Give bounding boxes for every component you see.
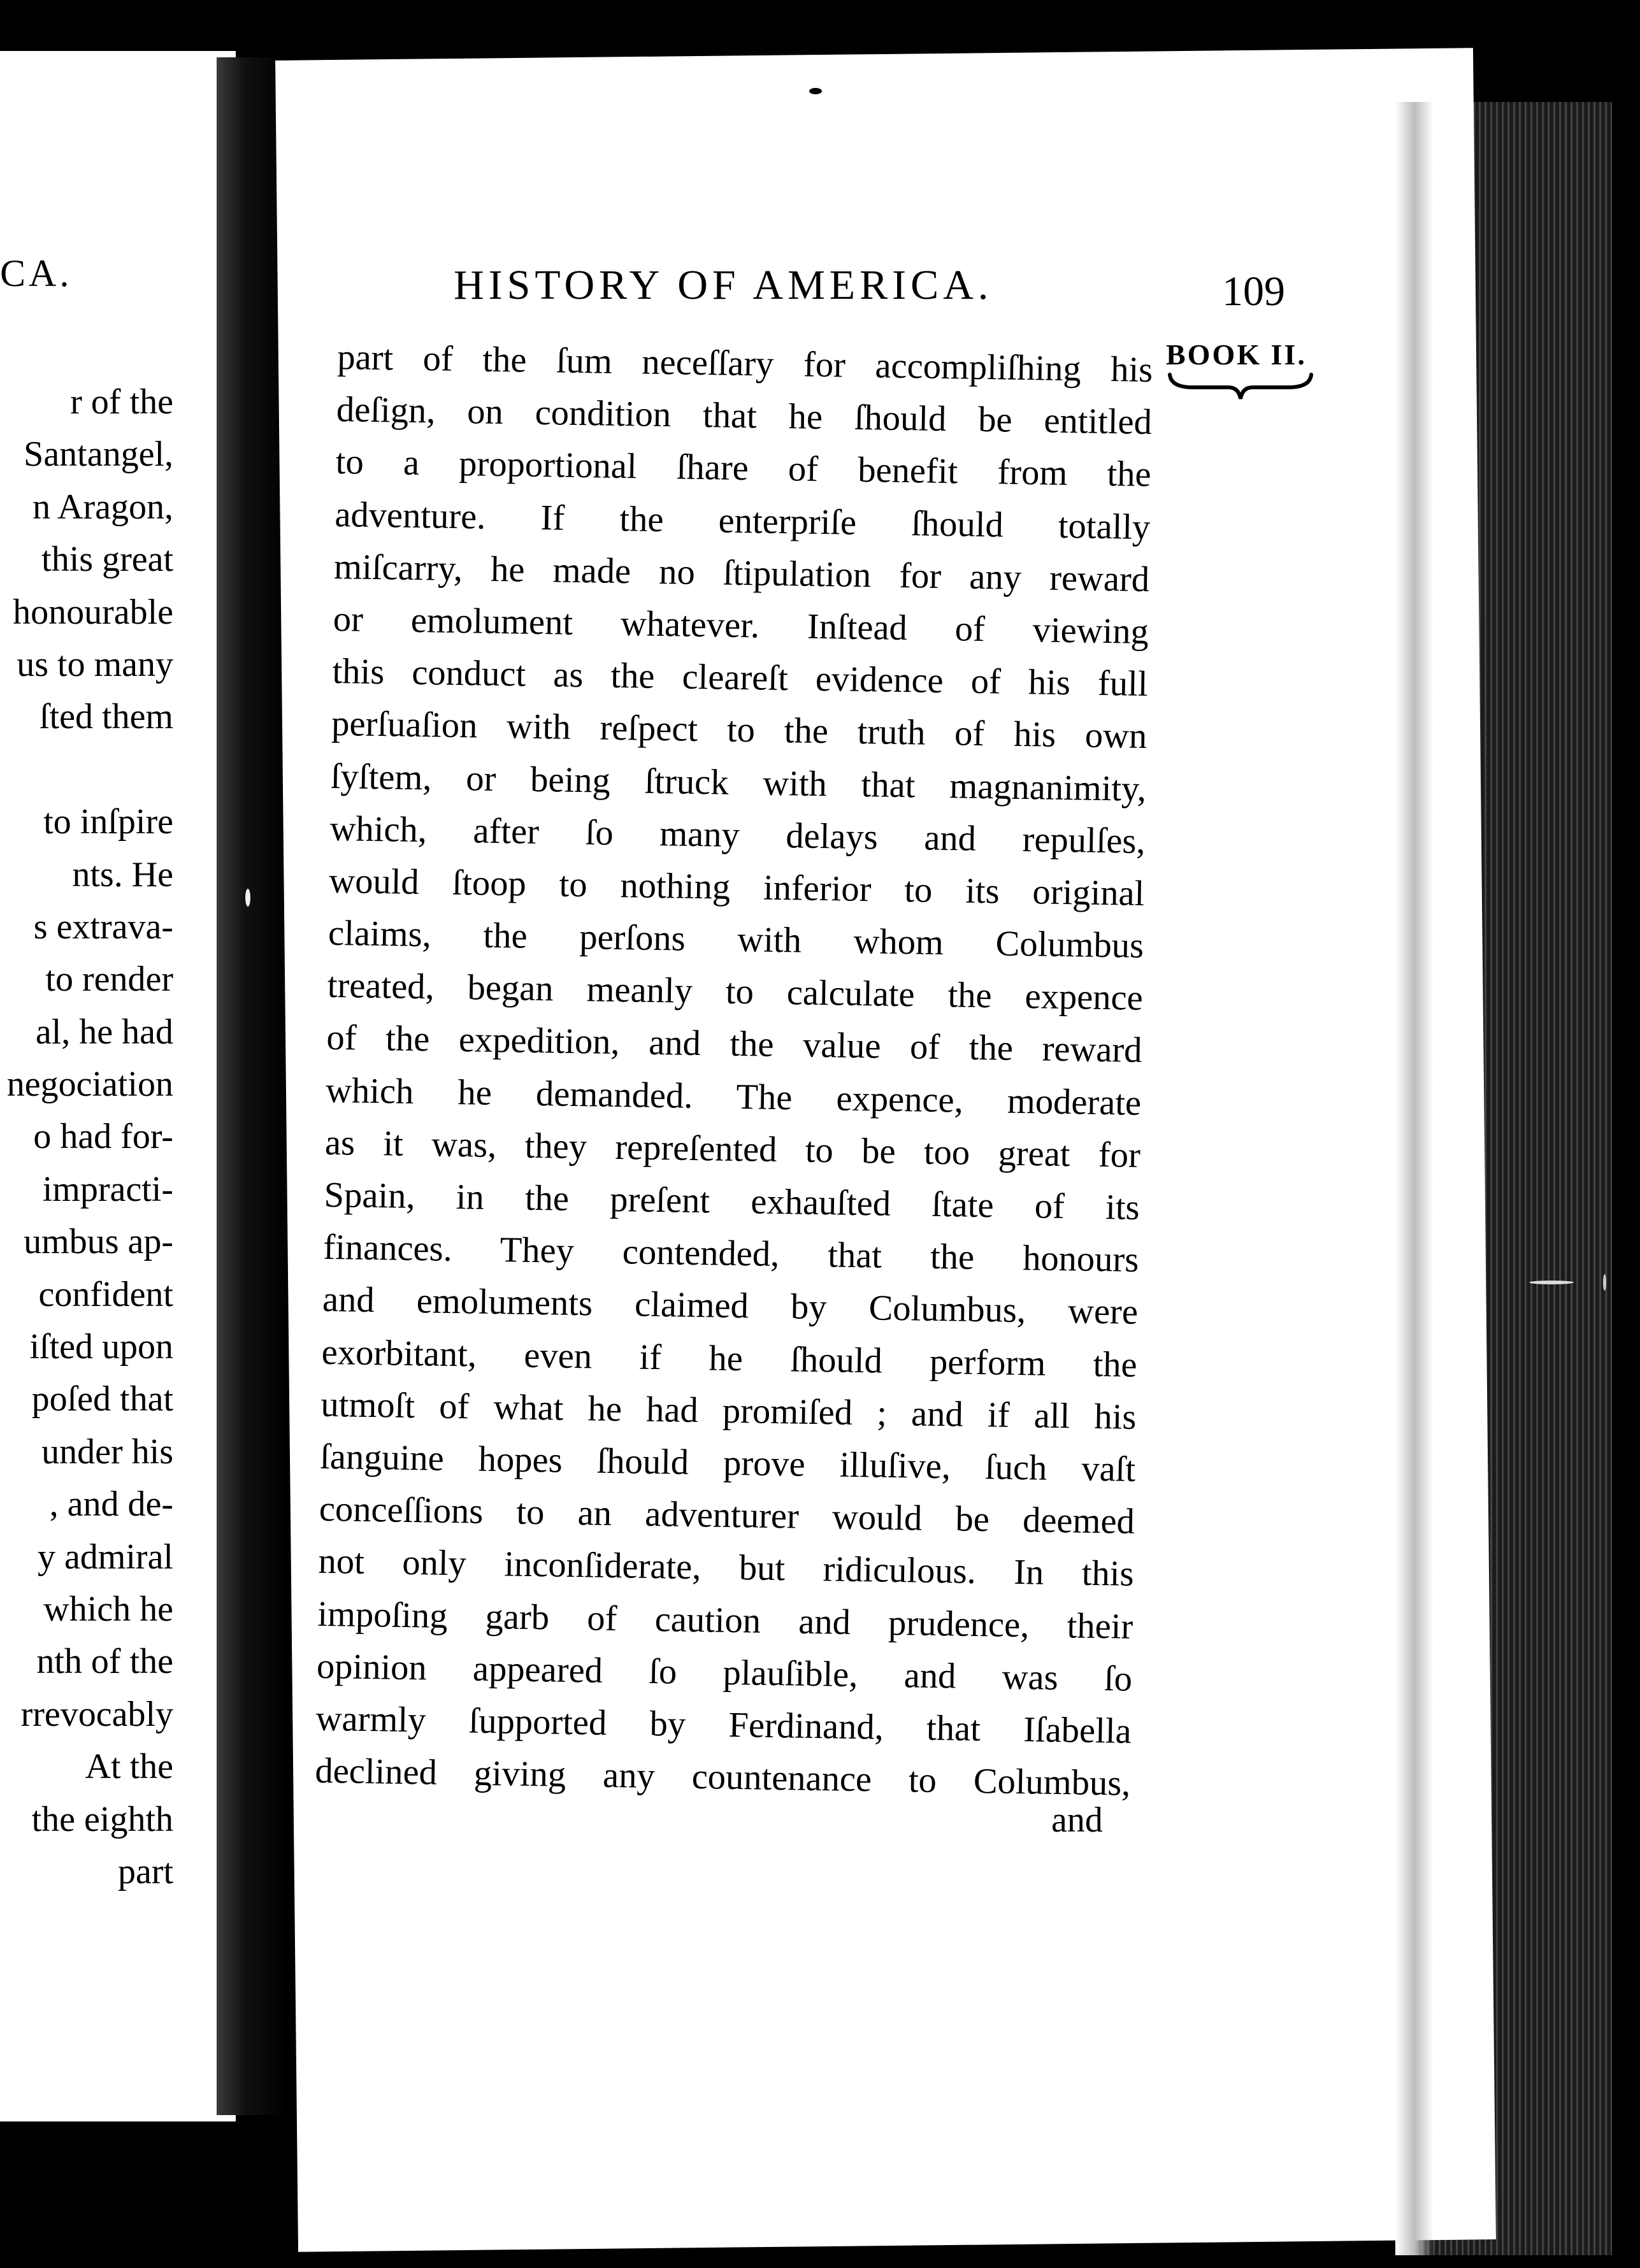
left-text-line: , and de-: [49, 1484, 173, 1525]
body-text-line: conceſſions to an adventurer would be deemed: [319, 1489, 1135, 1542]
left-text-line: y admiral: [37, 1537, 173, 1577]
left-text-line: nts. He: [72, 854, 173, 894]
left-text-line: impracti-: [42, 1169, 173, 1209]
left-text-line: which he: [43, 1589, 173, 1629]
left-text-line: part: [117, 1851, 173, 1891]
left-text-line: umbus ap-: [24, 1222, 173, 1262]
left-text-line: rrevocably: [20, 1694, 173, 1734]
body-text-line: utmoſt of what he had promiſed ; and if all his: [320, 1384, 1137, 1437]
scan-speck: [1529, 1281, 1574, 1284]
left-text-line: us to many: [17, 644, 173, 684]
ornament-mark: [809, 88, 822, 94]
left-text-line: to inſpire: [43, 802, 173, 842]
running-head: HISTORY OF AMERICA.: [454, 262, 993, 308]
left-page-text: [0, 376, 173, 1898]
body-text-line: as it was, they repreſented to be too great for: [324, 1123, 1141, 1175]
scan-speck: [245, 889, 250, 907]
left-text-line: n Aragon,: [32, 487, 173, 527]
left-text-line: nth of the: [36, 1642, 173, 1682]
scan-speck: [1603, 1274, 1606, 1291]
left-text-line: iſted upon: [29, 1327, 173, 1367]
left-text-line: o had for-: [33, 1117, 173, 1157]
body-text-line: of the expedition, and the value of the reward: [326, 1018, 1142, 1071]
body-text-line: to a proportional ſhare of benefit from the: [335, 442, 1152, 495]
body-text-line: ſanguine hopes ſhould prove illuſive, ſuch vaſt: [319, 1437, 1136, 1489]
left-text-line: under his: [41, 1432, 173, 1472]
body-text-line: adventure. If the enterpriſe ſhould totally: [334, 494, 1151, 547]
body-text-line: and emoluments claimed by Columbus, were: [322, 1280, 1139, 1333]
catchword: and: [1051, 1800, 1103, 1840]
body-text: [315, 331, 1153, 1810]
body-text-line: treated, began meanly to calculate the expence: [327, 966, 1144, 1019]
page-number: 109: [1222, 268, 1285, 315]
left-text-line: s extrava-: [33, 907, 173, 947]
body-text-line: not only inconſiderate, but ridiculous. In this: [318, 1542, 1134, 1595]
body-text-line: opinion appeared ſo plauſible, and was ſo: [316, 1646, 1133, 1699]
left-running-head: CA.: [0, 252, 73, 294]
body-text-line: this conduct as the cleareſt evidence of his full: [332, 652, 1148, 705]
body-text-line: or emolument whatever. Inſtead of viewing: [333, 599, 1149, 652]
body-text-line: which he demanded. The expence, moderate: [325, 1070, 1142, 1123]
left-facing-page: [0, 51, 236, 2121]
body-text-line: deſign, on condition that he ſhould be entitled: [336, 390, 1153, 443]
left-text-line: ſted them: [40, 697, 173, 737]
body-text-line: perſuaſion with reſpect to the truth of his own: [331, 704, 1147, 757]
page-edge-shadow: [1395, 102, 1434, 2255]
left-text-line: honourable: [13, 592, 173, 632]
marginal-note: BOOK II.: [1166, 338, 1307, 371]
left-text-line: confident: [38, 1274, 173, 1314]
left-text-line: to render: [45, 959, 173, 1000]
left-text-line: Santangel,: [24, 434, 173, 475]
book-gutter: [217, 57, 287, 2115]
body-text-line: which, after ſo many delays and repulſes,: [329, 808, 1146, 861]
body-text-line: finances. They contended, that the honours: [322, 1228, 1139, 1281]
body-text-line: impoſing garb of caution and prudence, their: [317, 1594, 1133, 1647]
body-text-line: ſyſtem, or being ſtruck with that magnanimity,: [330, 756, 1147, 809]
body-text-line: claims, the perſons with whom Columbus: [327, 913, 1144, 966]
left-text-line: al, he had: [35, 1012, 173, 1052]
left-text-line: the eighth: [31, 1799, 173, 1839]
body-text-line: warmly ſupported by Ferdinand, that Iſabella: [315, 1698, 1132, 1751]
body-text-line: would ſtoop to nothing inferior to its original: [328, 861, 1145, 914]
body-text-line: declined giving any countenance to Columbus,: [315, 1751, 1131, 1804]
left-text-line: this great: [41, 540, 173, 580]
body-text-line: exorbitant, even if he ſhould perform the: [321, 1332, 1138, 1385]
body-text-line: miſcarry, he made no ſtipulation for any reward: [333, 547, 1150, 599]
left-text-line: [0, 743, 173, 796]
left-text-line: r of the: [70, 382, 173, 422]
body-text-line: part of the ſum neceſſary for accompliſhing his: [336, 337, 1153, 391]
left-text-line: poſed that: [31, 1379, 173, 1419]
body-text-line: Spain, in the preſent exhauſted ſtate of its: [324, 1175, 1140, 1228]
left-text-line: At the: [85, 1747, 173, 1787]
curly-brace-icon: [1167, 371, 1314, 403]
left-text-line: negociation: [6, 1065, 173, 1105]
